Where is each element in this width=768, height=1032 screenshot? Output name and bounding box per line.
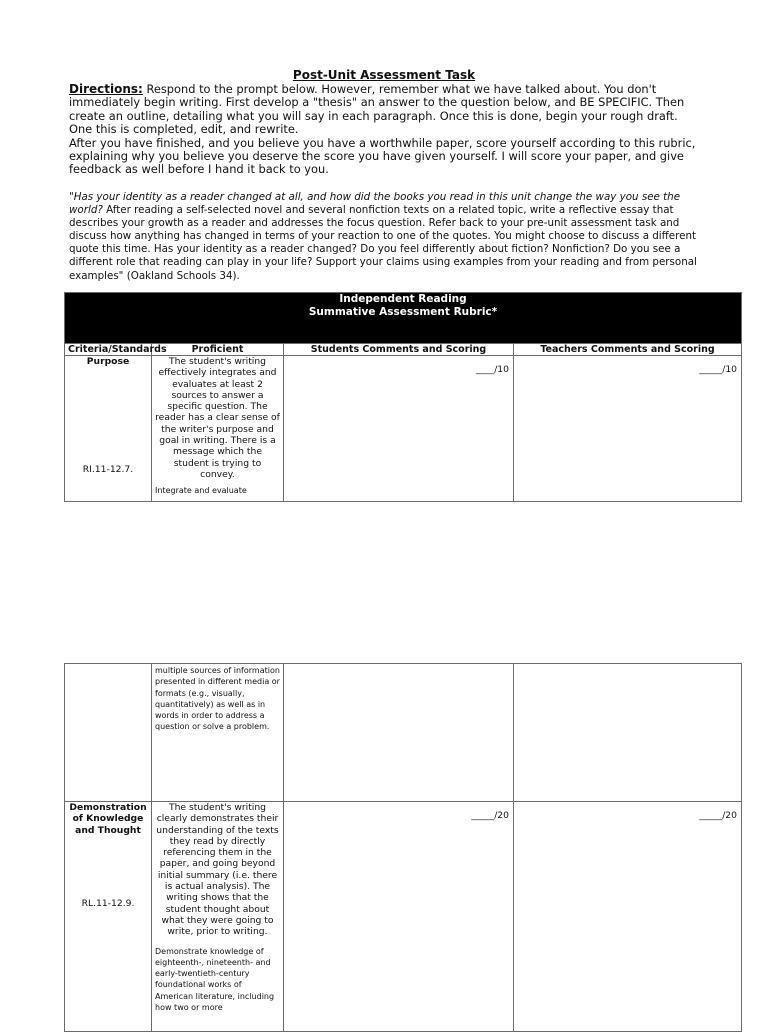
proficient-cell	[152, 356, 284, 502]
rubric-heading: Independent Reading	[339, 293, 467, 305]
page-title: Post-Unit Assessment Task	[292, 68, 476, 82]
student-score-cell[interactable]	[284, 664, 514, 802]
student-score-cell[interactable]	[284, 802, 514, 1032]
criteria-cell	[65, 802, 152, 1032]
col-teachers: Teachers Comments and Scoring	[514, 344, 742, 356]
rubric-header	[65, 293, 742, 344]
col-students: Students Comments and Scoring	[284, 344, 514, 356]
rubric-table	[64, 292, 742, 502]
teacher-score: _____/20	[699, 810, 737, 821]
standard-text: Integrate and evaluate	[155, 486, 247, 496]
standard-text: Demonstrate knowledge of eighteenth-, nineteenth- and early-twentieth-century foundational works of American literature, including how two or more	[155, 946, 275, 1013]
student-score: _____/20	[471, 810, 509, 821]
essay-prompt	[69, 191, 699, 283]
col-proficient: Proficient	[152, 344, 284, 356]
proficient-cell	[152, 664, 284, 802]
standard-text-continued: multiple sources of information presented in different media or formats (e.g., visually, quantitatively) as well as in words in order to address a question or solve a problem.	[155, 666, 280, 732]
standard-code: RL.11-12.9.	[81, 897, 135, 909]
table-row	[65, 664, 742, 802]
criteria-demonstration: Demonstration of Knowledge and Thought	[69, 802, 147, 836]
col-criteria: Criteria/Standards	[65, 344, 152, 356]
focus-question: "Has your identity as a reader changed at all, and how did the books you read in this unit change the way you see the world?	[69, 191, 681, 217]
directions-text: Respond to the prompt below. However, remember what we have talked about. You don't immediately begin writing. First develop a "thesis" an answer to the question below, and BE SPECIFIC. Then create an outline, detailing what you will say in each paragraph. Once this is done, begin your rough draft. One this is completed, edit, and rewrite.	[69, 82, 685, 137]
table-row	[65, 356, 742, 502]
proficient-text: The student's writing clearly demonstrates their understanding of the texts they read by directly referencing them in the paper, and going beyond initial summary (i.e. there is actual analysis). The writing shows that the student thought about what they were going to write, prior to writing.	[156, 802, 279, 938]
rubric-table-continued	[64, 663, 742, 1032]
criteria-cell	[65, 356, 152, 502]
standard-code: RI.11-12.7.	[82, 464, 134, 476]
teacher-score-cell[interactable]	[514, 356, 742, 502]
rubric-subheading: Summative Assessment Rubric*	[308, 306, 498, 318]
student-score-cell[interactable]	[284, 356, 514, 502]
student-score: ____/10	[475, 364, 509, 375]
column-headers	[65, 344, 742, 356]
criteria-purpose: Purpose	[86, 356, 130, 367]
criteria-cell	[65, 664, 152, 802]
teacher-score-cell[interactable]	[514, 664, 742, 802]
proficient-cell	[152, 802, 284, 1032]
directions-label: Directions:	[69, 82, 143, 96]
prompt-text: After reading a self-selected novel and several nonfiction texts on a related topic, write a reflective essay that describes your growth as a reader and addresses the focus question. Refer back to your pre-unit assessment task and discuss how anything has changed in terms of your reaction to one of the quotes. You might choose to discuss a different quote this time. Has your identity as a reader changed? Do you feel differently about fiction? Nonfiction? Do you see a different role that reading can play in your life? Support your claims using examples from your reading and from personal examples" (Oakland Schools 34).	[69, 204, 697, 282]
teacher-score-cell[interactable]	[514, 802, 742, 1032]
directions-text-2: After you have finished, and you believe you have a worthwhile paper, score yourself according to this rubric, explaining why you believe you deserve the score you have given yourself. I will score your paper, and give feedback as well before I hand it back to you.	[69, 135, 696, 177]
table-row	[65, 802, 742, 1032]
directions-block	[69, 83, 699, 177]
proficient-text: The student's writing effectively integrates and evaluates at least 2 sources to answer a specific question. The reader has a clear sense of the writer's purpose and goal in writing. There is a message which the student is trying to convey.	[155, 356, 280, 480]
teacher-score: _____/10	[699, 364, 738, 375]
